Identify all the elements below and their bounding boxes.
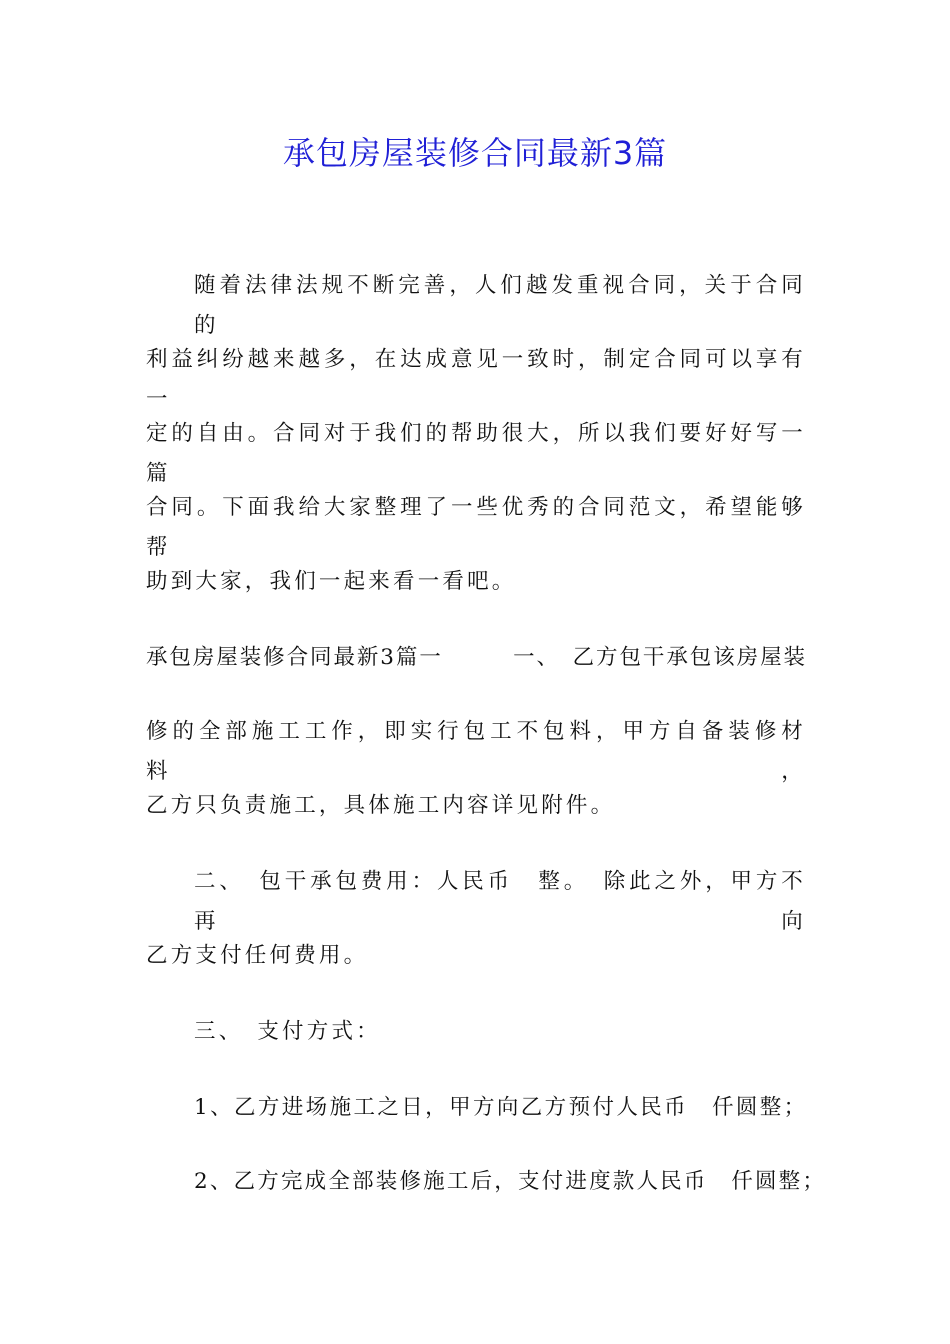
paragraph-line: 利益纠纷越来越多，在达成意见一致时，制定合同可以享有一 [146,347,806,412]
paragraph-line: 定的自由。合同对于我们的帮助很大，所以我们要好好写一篇 [146,421,806,486]
paragraph-line: 合同。下面我给大家整理了一些优秀的合同范文，希望能够帮 [146,495,806,560]
paragraph-line: 乙方支付任何费用。 [146,943,369,968]
paragraph-line: 随着法律法规不断完善，人们越发重视合同，关于合同的 [194,273,806,338]
paragraph-line: 承包房屋装修合同最新3篇一 一、 乙方包干承包该房屋装 [146,645,806,670]
paragraph-line: 三、 支付方式： [194,1019,381,1044]
paragraph-line: 乙方只负责施工，具体施工内容详见附件。 [146,793,616,818]
paragraph-line: 修的全部施工工作，即实行包工不包料，甲方自备装修材料， [146,719,806,784]
document-title: 承包房屋装修合同最新3篇 [282,134,668,172]
paragraph-line: 二、 包干承包费用：人民币 整。 除此之外，甲方不再向 [194,869,806,934]
paragraph-line: 2、乙方完成全部装修施工后，支付进度款人民币 仟圆整； [194,1169,827,1194]
paragraph-line: 助到大家，我们一起来看一看吧。 [146,569,517,594]
paragraph-line: 1、乙方进场施工之日，甲方向乙方预付人民币 仟圆整； [194,1095,808,1120]
